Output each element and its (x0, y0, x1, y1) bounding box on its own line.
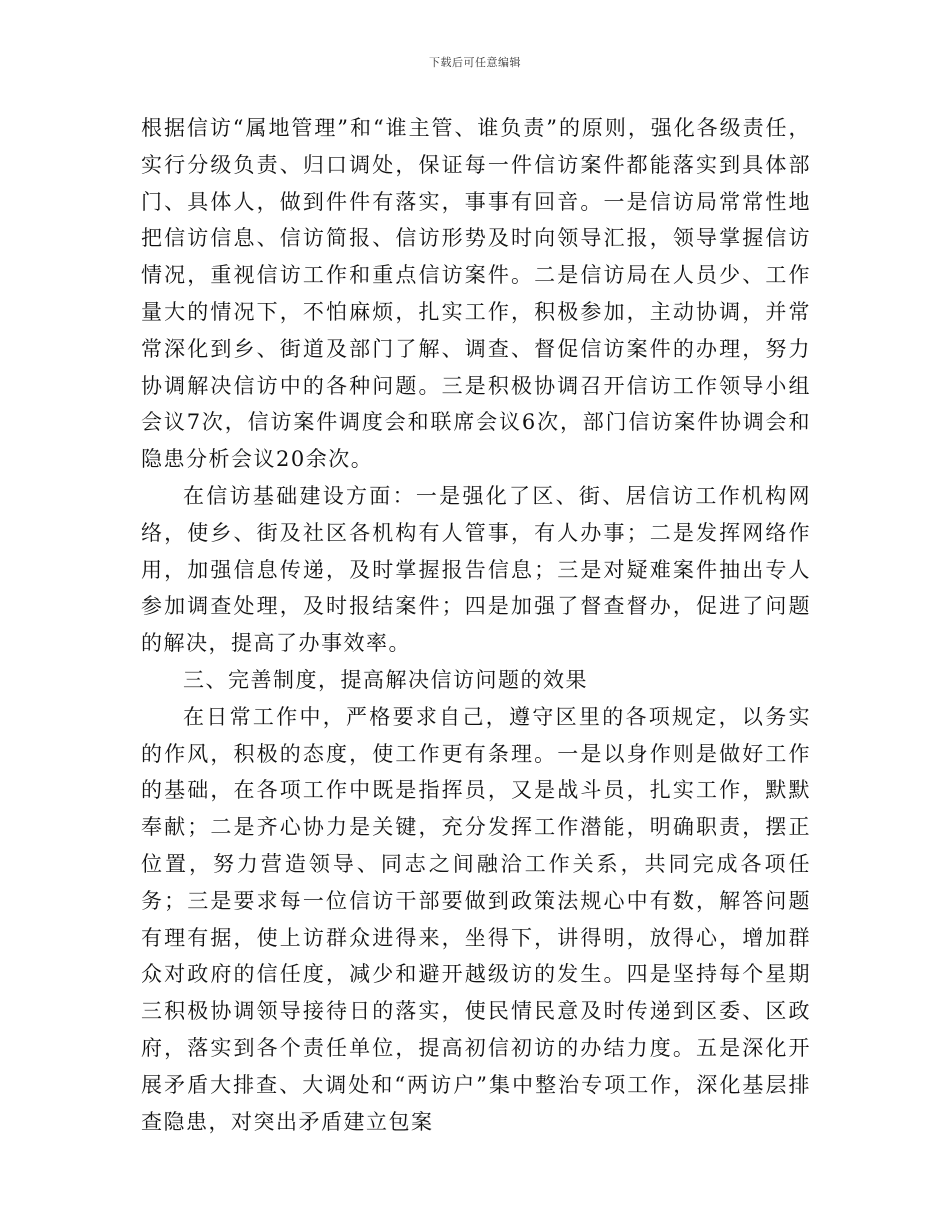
paragraph-daily-work: 在日常工作中，严格要求自己，遵守区里的各项规定，以务实的作风，积极的态度，使工作更有条理。一是以身作则是做好工作的基础，在各项工作中既是指挥员，又是战斗员，扎实工作，默默奉献；二是齐心协力是关键，充分发挥工作潜能，明确职责，摆正位置，努力营造领导、同志之间融洽工作关系，共同完成各项任务；三是要求每一位信访干部要做到政策法规心中有数，解答问题有理有据，使上访群众进得来，坐得下，讲得明，放得心，增加群众对政府的信任度，减少和避开越级访的发生。四是坚持每个星期三积极协调领导接待日的落实，使民情民意及时传递到区委、区政府，落实到各个责任单位，提高初信初访的办结力度。五是深化开展矛盾大排查、大调处和“两访户”集中整治专项工作，深化基层排查隐患，对突出矛盾建立包案 (141, 704, 811, 1134)
section-heading: 三、完善制度，提高解决信访问题的效果 (183, 667, 588, 692)
document-body (141, 110, 811, 1140)
paragraph-infrastructure: 在信访基础建设方面：一是强化了区、街、居信访工作机构网络，使乡、街及社区各机构有人管事，有人办事；二是发挥网络作用，加强信息传递，及时掌握报告信息；三是对疑难案件抽出专人参加调查处理，及时报结案件；四是加强了督查督办，促进了问题的解决，提高了办事效率。 (141, 483, 811, 656)
paragraph-petition-responsibility: 根据信访“属地管理”和“谁主管、谁负责”的原则，强化各级责任，实行分级负责、归口调处，保证每一件信访案件都能落实到具体部门、具体人，做到件件有落实，事事有回音。一是信访局常常性地把信访信息、信访简报、信访形势及时向领导汇报，领导掌握信访情况，重视信访工作和重点信访案件。二是信访局在人员少、工作量大的情况下，不怕麻烦，扎实工作，积极参加，主动协调，并常常深化到乡、街道及部门了解、调查、督促信访案件的办理，努力协调解决信访中的各种问题。三是积极协调召开信访工作领导小组会议7次，信访案件调度会和联席会议6次，部门信访案件协调会和隐患分析会议20余次。 (141, 116, 811, 472)
page-header: 下载后可任意编辑 (429, 56, 521, 69)
